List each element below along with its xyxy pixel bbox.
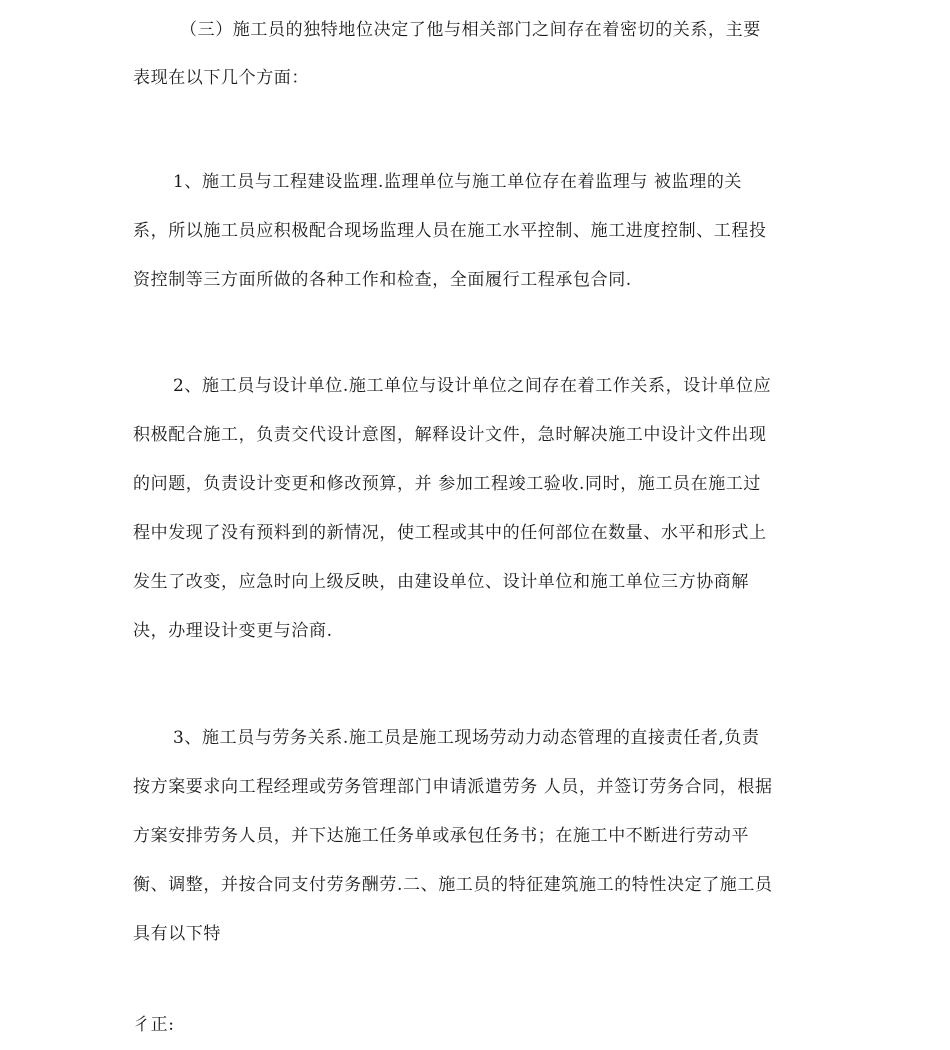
item-2-line-6: 决，办理设计变更与洽商. [133,621,333,641]
item-3-line-3: 方案安排劳务人员，并下达施工任务单或承包任务书；在施工中不断进行劳动平 [133,826,749,846]
section-intro-line-2: 表现在以下几个方面： [133,68,309,88]
trailing-fragment: 彳正: [133,1015,175,1035]
item-2-line-2: 积极配合施工，负责交代设计意图，解释设计文件，急时解决施工中设计文件出现 [133,425,767,445]
item-2-line-5: 发生了改变，应急时向上级反映，由建设单位、设计单位和施工单位三方协商解 [133,572,749,592]
item-3-line-4: 衡、调整，并按合同支付劳务酬劳.二、施工员的特征建筑施工的特性决定了施工员 [133,875,773,895]
section-intro-line-1: （三）施工员的独特地位决定了他与相关部门之间存在着密切的关系，主要 [180,20,761,40]
item-1-line-2: 系，所以施工员应积极配合现场监理人员在施工水平控制、施工进度控制、工程投 [133,221,767,241]
item-2-line-3: 的问题，负责设计变更和修改预算，并 参加工程竣工验收.同时，施工员在施工过 [133,474,762,494]
item-1-line-1: 1、施工员与工程建设监理.监理单位与施工单位存在着监理与 被监理的关 [173,172,743,192]
item-2-line-1: 2、施工员与设计单位.施工单位与设计单位之间存在着工作关系，设计单位应 [173,376,772,396]
item-3-line-2: 按方案要求向工程经理或劳务管理部门申请派遣劳务 人员，并签订劳务合同，根据 [133,777,773,797]
item-2-line-4: 程中发现了没有预料到的新情况，使工程或其中的任何部位在数量、水平和形式上 [133,523,767,543]
item-1-line-3: 资控制等三方面所做的各种工作和检查，全面履行工程承包合同. [133,270,632,290]
item-3-line-5: 具有以下特 [133,924,221,944]
item-3-line-1: 3、施工员与劳务关系.施工员是施工现场劳动力动态管理的直接责任者,负责 [173,728,760,748]
